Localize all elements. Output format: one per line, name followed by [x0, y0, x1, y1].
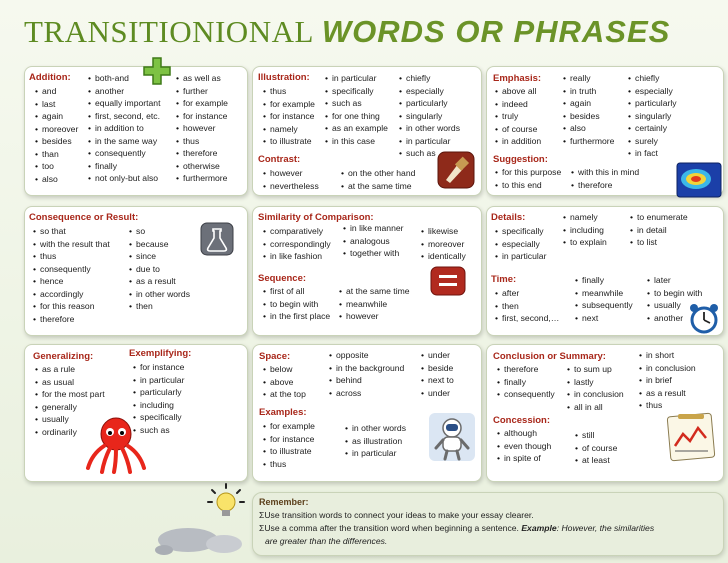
concession-col2	[575, 429, 617, 467]
list-item: • for the most part	[35, 388, 105, 401]
list-item: • subsequently	[575, 299, 633, 312]
list-item: • at the same time	[341, 180, 415, 193]
list-item: • chiefly	[628, 72, 677, 85]
alarm-clock-icon	[686, 300, 722, 336]
list-item: • consequently	[88, 147, 160, 160]
addition-col1	[35, 85, 78, 185]
list-item: • first, second,…	[495, 312, 559, 325]
list-item: • also	[35, 173, 78, 186]
list-item: • besides	[35, 135, 78, 148]
list-item: • chiefly	[399, 72, 460, 85]
emphasis-header: Emphasis:	[493, 73, 542, 84]
contrast-col1	[263, 167, 319, 192]
list-item: • also	[563, 122, 614, 135]
list-item: • in conclusion	[567, 388, 624, 401]
list-item: • as a result	[129, 275, 190, 288]
list-item: • specifically	[495, 225, 546, 238]
time-col2	[575, 274, 633, 324]
space-header: Space:	[259, 351, 291, 362]
list-item: • in like fashion	[263, 250, 331, 263]
contrast-header: Contrast:	[258, 154, 301, 165]
equals-icon	[430, 266, 466, 296]
list-item: • to begin with	[647, 287, 702, 300]
list-item: • to sum up	[567, 363, 624, 376]
sigma-bullet: Σ	[259, 523, 265, 533]
list-item: • further	[176, 85, 228, 98]
list-item: • especially	[628, 85, 677, 98]
list-item: • therefore	[33, 313, 110, 326]
time-col1	[495, 287, 559, 325]
list-item: • particularly	[628, 97, 677, 110]
list-item: • thus	[33, 250, 110, 263]
similarity-col2	[343, 222, 404, 260]
illustration-header: Illustration:	[258, 72, 310, 83]
list-item: • later	[647, 274, 702, 287]
list-item: • therefore	[176, 147, 228, 160]
remember-header: Remember:	[259, 497, 309, 507]
list-item: • therefore	[571, 179, 639, 192]
octopus-icon	[84, 414, 148, 474]
list-item: • in fact	[628, 147, 677, 160]
list-item: • to this end	[495, 179, 561, 192]
similarity-col3	[421, 225, 466, 263]
list-item: • surely	[628, 135, 677, 148]
addition-header: Addition:	[29, 72, 71, 83]
concession-col1	[497, 427, 551, 465]
list-item: • in like manner	[343, 222, 404, 235]
list-item: • such as	[133, 424, 184, 437]
list-item: • especially	[399, 85, 460, 98]
details-col3	[630, 211, 688, 249]
list-item: • to list	[630, 236, 688, 249]
flask-icon	[200, 222, 234, 256]
list-item: • due to	[129, 263, 190, 276]
similarity-col1	[263, 225, 331, 263]
conclusion-col2	[567, 363, 624, 413]
list-item: • another	[647, 312, 702, 325]
list-item: • otherwise	[176, 160, 228, 173]
list-item: • usually	[647, 299, 702, 312]
list-item: • for instance	[133, 361, 184, 374]
list-item: • since	[129, 250, 190, 263]
list-item: • usually	[35, 413, 105, 426]
list-item: • in addition	[495, 135, 541, 148]
conclusion-col3	[639, 349, 696, 412]
list-item: • next	[575, 312, 633, 325]
list-item: • indeed	[495, 98, 541, 111]
stones-icon	[152, 514, 250, 558]
list-item: • at the top	[263, 388, 306, 401]
list-item: • in other words	[345, 422, 406, 435]
list-item: • at the same time	[339, 285, 410, 298]
list-item: • however	[339, 310, 410, 323]
list-item: • in conclusion	[639, 362, 696, 375]
list-item: • in particular	[399, 135, 460, 148]
list-item: • behind	[329, 374, 404, 387]
list-item: • moreover	[35, 123, 78, 136]
contrast-col2	[341, 167, 415, 192]
list-item: • next to	[421, 374, 454, 387]
list-item: • then	[129, 300, 190, 313]
list-item: • for example	[263, 98, 315, 111]
list-item: • hence	[33, 275, 110, 288]
illustration-col3	[399, 72, 460, 160]
list-item: • finally	[497, 376, 555, 389]
time-header: Time:	[491, 274, 517, 285]
list-item: • meanwhile	[339, 298, 410, 311]
list-item: • in particular	[495, 250, 546, 263]
paint-brush-icon	[436, 150, 476, 190]
list-item: • such as	[325, 97, 388, 110]
list-item: • for this reason	[33, 300, 110, 313]
list-item: • in particular	[345, 447, 406, 460]
list-item: • so	[129, 225, 190, 238]
heatmap-icon	[676, 162, 722, 198]
list-item: • really	[563, 72, 614, 85]
astronaut-icon	[428, 412, 476, 462]
list-item: • meanwhile	[575, 287, 633, 300]
remember-text-2c: : However, the similarities	[556, 523, 655, 533]
list-item: • truly	[495, 110, 541, 123]
list-item: • furthermore	[563, 135, 614, 148]
conclusion-col1	[497, 363, 555, 401]
title-part2: WORDS OR PHRASES	[321, 14, 671, 49]
list-item: • in the first place	[263, 310, 330, 323]
list-item: • in the same way	[88, 135, 160, 148]
list-item: • with this in mind	[571, 166, 639, 179]
details-col1	[495, 225, 546, 263]
list-item: • moreover	[421, 238, 466, 251]
emphasis-col2	[563, 72, 614, 147]
list-item: • even though	[497, 440, 551, 453]
addition-panel	[24, 66, 248, 196]
list-item: • under	[421, 387, 454, 400]
concession-header: Concession:	[493, 415, 551, 426]
list-item: • not only-but also	[88, 172, 160, 185]
list-item: • singularly	[628, 110, 677, 123]
list-item: • in particular	[133, 374, 184, 387]
list-item: • of course	[575, 442, 617, 455]
list-item: • opposite	[329, 349, 404, 362]
list-item: • another	[88, 85, 160, 98]
list-item: • however	[263, 167, 319, 180]
list-item: • especially	[495, 238, 546, 251]
list-item: • such as	[399, 147, 460, 160]
list-item: • all in all	[567, 401, 624, 414]
list-item: • because	[129, 238, 190, 251]
consequence-header: Consequence or Result:	[29, 212, 139, 223]
list-item: • for instance	[263, 110, 315, 123]
list-item: • below	[263, 363, 306, 376]
list-item: • on the other hand	[341, 167, 415, 180]
list-item: • both-and	[88, 72, 160, 85]
illustration-col1	[263, 85, 315, 148]
list-item: • to begin with	[263, 298, 330, 311]
list-item: • finally	[575, 274, 633, 287]
list-item: • although	[497, 427, 551, 440]
list-item: • in this case	[325, 135, 388, 148]
list-item: • nevertheless	[263, 180, 319, 193]
list-item: • again	[35, 110, 78, 123]
addition-col3	[176, 72, 228, 185]
list-item: • namely	[563, 211, 607, 224]
list-item: • thus	[263, 85, 315, 98]
list-item: • generally	[35, 401, 105, 414]
details-header: Details:	[491, 212, 526, 223]
list-item: • of course	[495, 123, 541, 136]
list-item: • in the background	[329, 362, 404, 375]
illustration-col2	[325, 72, 388, 147]
sequence-header: Sequence:	[258, 273, 307, 284]
emphasis-col1	[495, 85, 541, 148]
list-item: • too	[35, 160, 78, 173]
list-item: • for example	[263, 420, 315, 433]
list-item: • comparatively	[263, 225, 331, 238]
list-item: • as illustration	[345, 435, 406, 448]
remember-text-2a: Use a comma after the transition word when beginning a sentence.	[264, 523, 522, 533]
list-item: • equally important	[88, 97, 160, 110]
plus-cross-icon	[142, 56, 172, 86]
list-item: • ordinarily	[35, 426, 105, 439]
list-item: • in brief	[639, 374, 696, 387]
list-item: • as a result	[639, 387, 696, 400]
examples-header: Examples:	[259, 407, 307, 418]
list-item: • above all	[495, 85, 541, 98]
chart-pad-icon	[666, 410, 716, 462]
list-item: • for example	[176, 97, 228, 110]
list-item: • in addition to	[88, 122, 160, 135]
list-item: • in other words	[399, 122, 460, 135]
list-item: • certainly	[628, 122, 677, 135]
similarity-header: Similarity of Comparison:	[258, 212, 374, 223]
page-title	[24, 14, 670, 50]
list-item: • thus	[176, 135, 228, 148]
list-item: • however	[176, 122, 228, 135]
addition-col2	[88, 72, 160, 185]
list-item: • consequently	[497, 388, 555, 401]
list-item: • first of all	[263, 285, 330, 298]
list-item: • than	[35, 148, 78, 161]
consequence-col2	[129, 225, 190, 313]
list-item: • in detail	[630, 224, 688, 237]
space-col1	[263, 363, 306, 401]
list-item: • thus	[639, 399, 696, 412]
list-item: • including	[133, 399, 184, 412]
list-item: • furthermore	[176, 172, 228, 185]
remember-text-1: Use transition words to connect your ideas to make your essay clearer.	[264, 510, 534, 520]
suggestion-col2	[571, 166, 639, 191]
list-item: • analogous	[343, 235, 404, 248]
list-item: • in other words	[129, 288, 190, 301]
list-item: • first, second, etc.	[88, 110, 160, 123]
list-item: • namely	[263, 123, 315, 136]
emphasis-col3	[628, 72, 677, 160]
list-item: • to illustrate	[263, 445, 315, 458]
list-item: • last	[35, 98, 78, 111]
list-item: • to illustrate	[263, 135, 315, 148]
list-item: • for instance	[176, 110, 228, 123]
list-item: • in particular	[325, 72, 388, 85]
list-item: • in truth	[563, 85, 614, 98]
details-col2	[563, 211, 607, 249]
list-item: • particularly	[399, 97, 460, 110]
list-item: • to enumerate	[630, 211, 688, 224]
exemplifying-header: Exemplifying:	[129, 348, 192, 359]
examples-col2	[345, 422, 406, 460]
list-item: • under	[421, 349, 454, 362]
list-item: • therefore	[497, 363, 555, 376]
suggestion-col1	[495, 166, 561, 191]
sequence-col2	[339, 285, 410, 323]
list-item: • as well as	[176, 72, 228, 85]
suggestion-header: Suggestion:	[493, 154, 548, 165]
list-item: • as a rule	[35, 363, 105, 376]
list-item: • thus	[263, 458, 315, 471]
generalizing-header: Generalizing:	[33, 351, 94, 362]
list-item: • lastly	[567, 376, 624, 389]
examples-col1	[263, 420, 315, 470]
consequence-col1	[33, 225, 110, 325]
sequence-col1	[263, 285, 330, 323]
list-item: • to explain	[563, 236, 607, 249]
remember-line-2	[259, 523, 654, 533]
list-item: • with the result that	[33, 238, 110, 251]
list-item: • correspondingly	[263, 238, 331, 251]
list-item: • as an example	[325, 122, 388, 135]
list-item: • together with	[343, 247, 404, 260]
remember-line-1	[259, 510, 534, 520]
list-item: • finally	[88, 160, 160, 173]
list-item: • likewise	[421, 225, 466, 238]
list-item: • in spite of	[497, 452, 551, 465]
list-item: • as usual	[35, 376, 105, 389]
space-col2	[329, 349, 404, 399]
list-item: • including	[563, 224, 607, 237]
list-item: • again	[563, 97, 614, 110]
space-col3	[421, 349, 454, 399]
list-item: • for one thing	[325, 110, 388, 123]
list-item: • and	[35, 85, 78, 98]
list-item: • still	[575, 429, 617, 442]
list-item: • besides	[563, 110, 614, 123]
list-item: • specifically	[133, 411, 184, 424]
list-item: • particularly	[133, 386, 184, 399]
list-item: • in short	[639, 349, 696, 362]
remember-line-3: are greater than the differences.	[265, 536, 388, 546]
remember-text-2b: Example	[521, 523, 557, 533]
list-item: • singularly	[399, 110, 460, 123]
list-item: • so that	[33, 225, 110, 238]
list-item: • beside	[421, 362, 454, 375]
list-item: • accordingly	[33, 288, 110, 301]
list-item: • at least	[575, 454, 617, 467]
conclusion-header: Conclusion or Summary:	[493, 351, 606, 362]
list-item: • for this purpose	[495, 166, 561, 179]
remember-box	[252, 492, 724, 556]
list-item: • across	[329, 387, 404, 400]
list-item: • identically	[421, 250, 466, 263]
list-item: • for instance	[263, 433, 315, 446]
sigma-bullet: Σ	[259, 510, 265, 520]
title-part1: TRANSITIONIONAL	[24, 14, 314, 49]
list-item: • then	[495, 300, 559, 313]
list-item: • specifically	[325, 85, 388, 98]
list-item: • after	[495, 287, 559, 300]
list-item: • consequently	[33, 263, 110, 276]
list-item: • above	[263, 376, 306, 389]
